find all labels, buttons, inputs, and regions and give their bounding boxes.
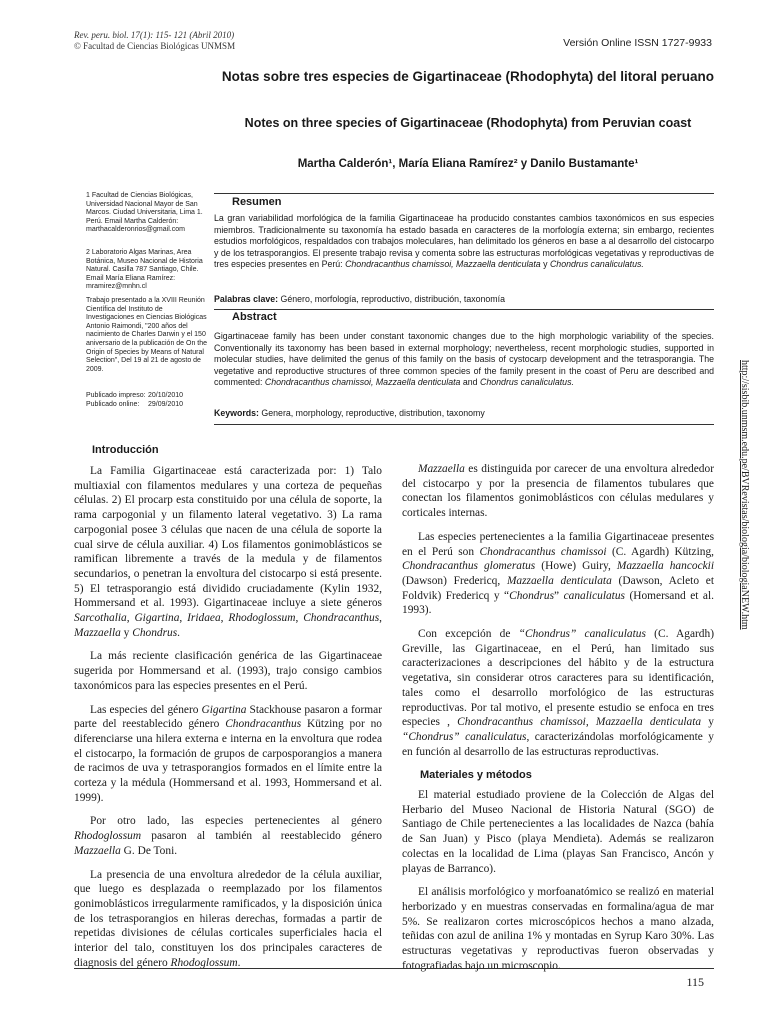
body-paragraph: Las especies pertenecientes a la familia Gigartinaceae presentes en el Perú son Chondracanthus chamissoi (C. Agardh) Kützing, Chondracanthus glomeratus (Howe) Guiry, Mazzaella hancockii (Dawson) Fredericq, Mazzaella denticulata (Dawson, Acleto et Foldvik) Fredericq y “Chondrus” canaliculatus (Homersand et al. 1993). [402, 530, 715, 617]
abstract-rule [214, 309, 714, 310]
page-number: 115 [686, 975, 704, 989]
abstract-keywords: Keywords: Genera, morphology, reproductive, distribution, taxonomy [214, 408, 485, 418]
issn-version: Versión Online ISSN 1727-9933 [563, 37, 712, 49]
abstract-bottom-rule [214, 424, 714, 425]
body-paragraph: El análisis morfológico y morfoanatómico se realizó en material herborizado y en muestras conservadas en formalina/agua de mar 5%. Se realizaron cortes microscópicos hechos a mano alzada, teñidas con azul de anilina 1% y montadas en Syrup Karo 30%. Las estructuras vegetativas y reproductivas fueron observadas y fotografiadas bajo un microscopio. [402, 886, 714, 972]
body-paragraph: Con excepción de “Chondrus” canaliculatus (C. Agardh) Greville, las Gigartinaceae, en el Perú, han limitado sus caracterizaciones a descripciones del hábito y de la estructura vegetativa, sin considerar otros caracteres para su identificación, tales como el desarrollo morfológico de las estructuras reproductivas. Por tal motivo, el presente estudio se enfoca en tres especies , Chondracanthus chamissoi, Mazzaella denticulata y “Chondrus” canaliculatus, caracterizándolas morfológicamente y en función al desarrollo de las estructuras reproductivas. [402, 628, 714, 758]
online-date-row: Publicado online: 29/09/2010 [86, 400, 184, 408]
printed-date-row: Publicado impreso: 20/10/2010 [86, 392, 184, 399]
article-subtitle: Notes on three species of Gigartinaceae (Rhodophyta) from Peruvian coast [244, 116, 692, 130]
resumen-text: La gran variabilidad morfológica de la familia Gigartinaceae ha producido constantes cambios taxonómicos en sus especies miembros. Tradicionalmente su taxonomía ha estado basada en caracteres de la morfología externa; sin embargo, recientes estudios morfológicos, respaldados con trabajos moleculares, han delimitado los géneros en base a al desarrollo del cistocarpo y de los tetrasporangios. El presente trabajo revisa y comenta sobre las estructuras morfológicas vegetativas y reproductivas de tres especies presentes en Perú: Chondracanthus chamissoi, Mazzaella denticulata y Chondrus canaliculatus. [214, 213, 714, 270]
journal-citation: Rev. peru. biol. 17(1): 115- 121 (Abril 2010) [74, 30, 235, 40]
publication-dates [86, 392, 210, 409]
affiliation-1: 1 Facultad de Ciencias Biológicas, Universidad Nacional Mayor de San Marcos. Ciudad Universitaria, Lima 1. Perú. Email Martha Calderón: marthacalderonrios@gmail.com [86, 192, 203, 234]
author-list: Martha Calderón¹, María Eliana Ramírez² y Danilo Bustamante¹ [297, 158, 639, 170]
abstract-text: Gigartinaceae family has been under constant taxonomic changes due to the high morphologic variability of the species. Conventionally its taxonomy has been based in external morphology; nevertheless, recent morphologic studies, supported in molecular studies, have delimited the genus of this family on the basis of cystocarp development and the tetrasporangia. The vegetative and reproductive structures of three common species of the family present in the coast of Peru are described and commented: Chondracanthus chamissoi, Mazzaella denticulata and Chondrus canaliculatus. [214, 331, 714, 388]
body-paragraph: Mazzaella es distinguida por carecer de una envoltura alrededor del cistocarpo y por la presencia de filamentos tubulares que conectan los filamentos gonimoblásticos con células medulares y corticales internas. [402, 463, 714, 520]
left-column [74, 464, 382, 980]
journal-url-link[interactable] [732, 360, 750, 780]
presentation-note: Trabajo presentado a la XVIII Reunión Científica del Instituto de Investigaciones en Ciencias Biológicas Antonio Raimondi, "200 años del nacimiento de Charles Darwin y el 150 aniversario de la publicación de On the Origin of Species by Means of Natural Selection", Del 19 al 21 de agosto de 2009. [86, 297, 208, 373]
intro-paragraph: La presencia de una envoltura alrededor de la célula auxiliar, que luego es desplazada o reemplazado por los filamentos gonimoblásticos irregularmente ramificados, y la disposición única de los tetrasporangios en hileras derechas, formadas a partir de repetidas divisiones de células corticales superficiales hacia el interior del talo, constituyen los dos principales caracteres de diagnosis del género Rhodoglossum. [74, 868, 382, 969]
intro-paragraph: La Familia Gigartinaceae está caracterizada por: 1) Talo multiaxial con filamentos medulares y una corteza de pequeñas células. 2) El procarp esta constituido por una célula de soporte, la rama carpogonial y un filamento lateral vegetativo. 3) La rama carpogonial posee 3 células que nacen de una célula de soporte la cual sirve de célula auxiliar. 4) Los filamentos gonimoblásticos se ramifican libremente a través de la medula y de filamentos secundarios, o penetran la envoltura del cistocarpo si está presente. 5) El tetrasporangio está dividido cruciadamente (Kylin 1932, Hommersand et al. 1993). Gigartinaceae incluye a siete géneros Sarcothalia, Gigartina, Iridaea, Rhodoglossum, Chondracanthus, Mazzaella y Chondrus. [74, 465, 382, 639]
affiliation-2: 2 Laboratorio Algas Marinas, Area Botánica, Museo Nacional de Historia Natural. Casilla 787 Santiago, Chile. Email María Eliana Ramírez: mramirez@mnhn.cl [86, 249, 203, 291]
methods-heading: Materiales y métodos [420, 769, 532, 782]
footer-rule [74, 968, 714, 969]
abstract-heading: Abstract [232, 311, 277, 323]
intro-paragraph: Por otro lado, las especies pertenecientes al género Rhodoglossum pasaron al también al reestablecido género Mazzaella G. De Toni. [74, 815, 382, 857]
article-title: Notas sobre tres especies de Gigartinaceae (Rhodophyta) del litoral peruano [221, 69, 715, 84]
resumen-keywords: Palabras clave: Género, morfología, reproductivo, distribución, taxonomía [214, 294, 505, 304]
introduction-heading: Introducción [92, 444, 159, 456]
resumen-rule [214, 193, 714, 194]
copyright-line: © Facultad de Ciencias Biológicas UNMSM [74, 41, 236, 51]
resumen-heading: Resumen [232, 196, 282, 208]
right-column [402, 462, 714, 983]
journal-url-text[interactable]: http://sisbib.unmsm.edu.pe/BVRevistas/biologia/biologiaNEW.htm [739, 360, 750, 630]
intro-paragraph: La más reciente clasificación genérica de las Gigartinaceae sugerida por Hommersand et al. (1993), trajo consigo cambios taxonómicos para las especies presentes en el Perú. [74, 650, 382, 692]
body-paragraph: El material estudiado proviene de la Colección de Algas del Herbario del Museo Nacional de Historia Natural (SGO) de Santiago de Chile pertenecientes a las localidades de Nazca (bahía de San Juan) y Pisco (playa Mendieta). Además se realizaron colectas en la localidad de Lima (playas San Francisco, Ancón y playas de Barranco). [402, 789, 714, 875]
intro-paragraph: Las especies del género Gigartina Stackhouse pasaron a formar parte del reestablecido género Chondracanthus Kützing por no diferenciarse una hilera externa e interna en la envoltura que rodea el cistocarpo, la formación de grupos de carposporangios a manera de racimos de uva y tetrasporangios formados en el límite entre la corteza y la médula (Hommersand et al. 1993, Hommersand et al. 1999). [74, 703, 382, 804]
journal-header [74, 30, 235, 52]
